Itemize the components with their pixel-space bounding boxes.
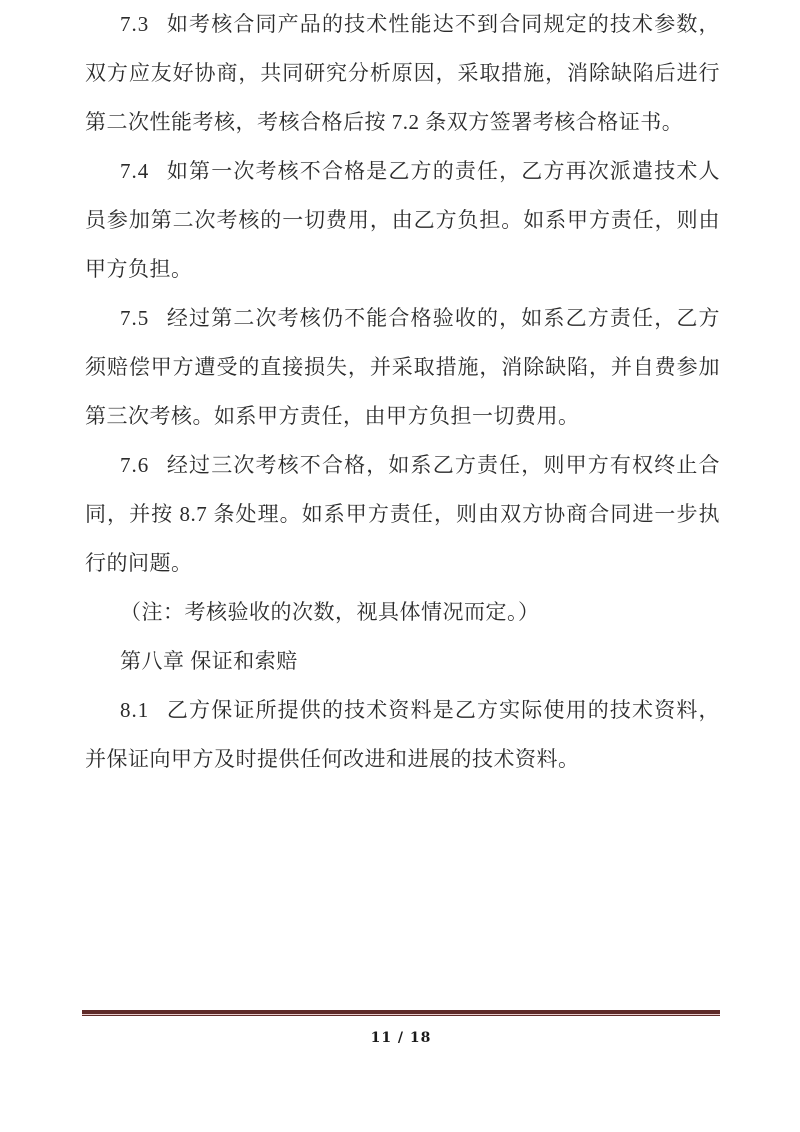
- document-content: [85, 0, 720, 784]
- contract-clause-7-6: [85, 441, 720, 588]
- clause-number: 7.4: [120, 159, 150, 183]
- note-paragraph: （注：考核验收的次数，视具体情况而定。）: [120, 600, 540, 624]
- footer-rule: [82, 1010, 720, 1016]
- clause-number: 8.1: [120, 698, 150, 722]
- clause-number: 7.3: [120, 12, 150, 36]
- page-number: 11 / 18: [370, 1030, 432, 1046]
- clause-text: 经过第二次考核仍不能合格验收的，如系乙方责任，乙方须赔偿甲方遭受的直接损失，并采取措施，消除缺陷，并自费参加第三次考核。如系甲方责任，由甲方负担一切费用。: [85, 306, 720, 428]
- clause-text: 如第一次考核不合格是乙方的责任，乙方再次派遣技术人员参加第二次考核的一切费用，由乙方负担。如系甲方责任，则由甲方负担。: [85, 159, 720, 281]
- clause-number: 7.6: [120, 453, 150, 477]
- contract-clause-8-1: [85, 686, 720, 784]
- chapter-heading: 第八章 保证和索赔: [120, 649, 298, 673]
- clause-text: 乙方保证所提供的技术资料是乙方实际使用的技术资料，并保证向甲方及时提供任何改进和进展的技术资料。: [85, 698, 720, 771]
- clause-number: 7.5: [120, 306, 150, 330]
- contract-clause-7-4: [85, 147, 720, 294]
- clause-text: 经过三次考核不合格，如系乙方责任，则甲方有权终止合同，并按 8.7 条处理。如系甲方责任，则由双方协商合同进一步执行的问题。: [85, 453, 720, 575]
- clause-text: 如考核合同产品的技术性能达不到合同规定的技术参数，双方应友好协商，共同研究分析原因，采取措施，消除缺陷后进行第二次性能考核，考核合格后按 7.2 条双方签署考核合格证书。: [85, 12, 720, 134]
- contract-clause-7-5: [85, 294, 720, 441]
- contract-clause-7-3: [85, 0, 720, 147]
